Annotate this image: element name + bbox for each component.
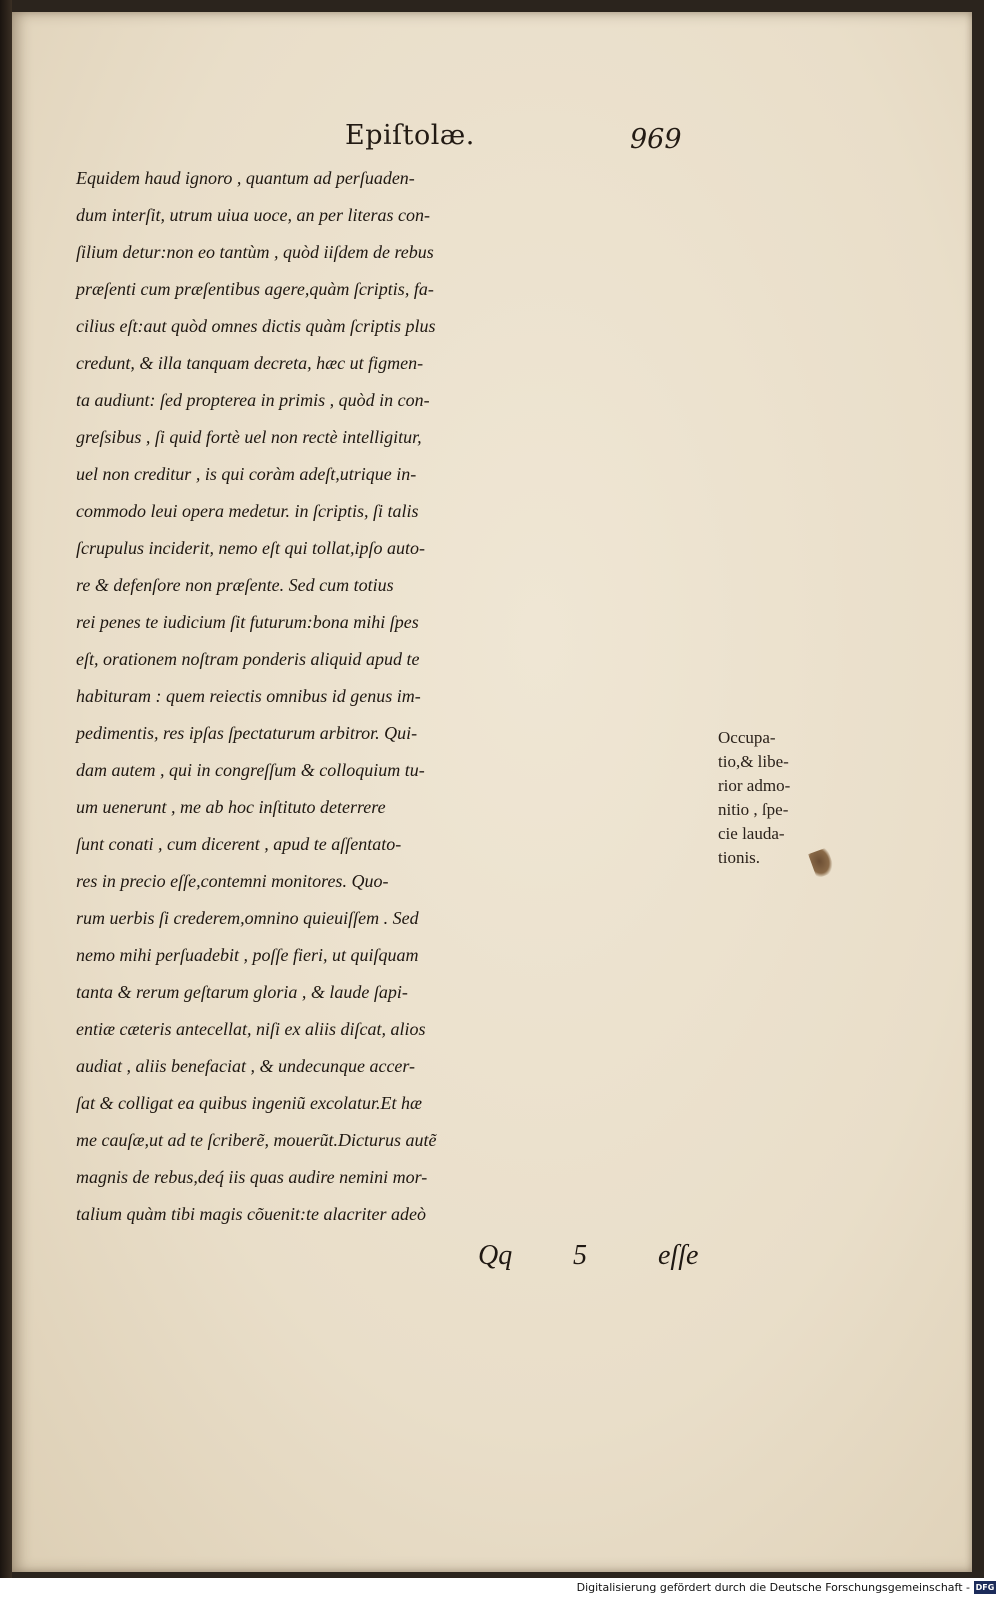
text-line: magnis de rebus,deq́ iis quas audire nemini mor- <box>76 1167 428 1187</box>
marginal-note-line: tionis. <box>718 848 761 867</box>
marginal-note-line: Occupa- <box>718 728 776 747</box>
signature-line <box>478 1240 718 1280</box>
text-line: entiæ cæteris antecellat, niſi ex aliis diſcat, alios <box>76 1019 426 1039</box>
marginal-note <box>718 726 838 870</box>
text-line: nemo mihi perſuadebit , poſſe fieri, ut quiſquam <box>76 945 419 965</box>
text-line: cilius eſt:aut quòd omnes dictis quàm ſcriptis plus <box>76 316 436 336</box>
text-line: dam autem , qui in congreſſum & colloquium tu- <box>76 760 425 780</box>
text-line: Equidem haud ignoro , quantum ad perſuaden- <box>76 168 415 188</box>
text-line: me cauſæ,ut ad te ſcriberẽ, mouerũt.Dicturus autẽ <box>76 1130 437 1150</box>
book-page <box>12 12 972 1572</box>
text-line: talium quàm tibi magis cõuenit:te alacriter adeò <box>76 1204 426 1224</box>
marginal-note-line: rior admo- <box>718 776 791 795</box>
marginal-note-line: cie lauda- <box>718 824 785 843</box>
book-spine <box>0 0 12 1578</box>
text-line: ſat & colligat ea quibus ingeniũ excolatur.Et hæ <box>76 1093 422 1113</box>
text-line: pedimentis, res ipſas ſpectaturum arbitror. Qui- <box>76 723 418 743</box>
text-line: ta audiunt: ſed propterea in primis , quòd in con- <box>76 390 430 410</box>
text-line: greſsibus , ſi quid fortè uel non rectè intelligitur, <box>76 427 422 447</box>
text-line: dum interſit, utrum uiua uoce, an per literas con- <box>76 205 430 225</box>
text-line: uel non creditur , is qui coràm adeſt,utrique in- <box>76 464 417 484</box>
text-line: rum uerbis ſi crederem,omnino quieuiſſem . Sed <box>76 908 419 928</box>
text-line: commodo leui opera medetur. in ſcriptis, ſi talis <box>76 501 419 521</box>
text-line: ſunt conati , cum dicerent , apud te aſſentato- <box>76 834 402 854</box>
text-line: eſt, orationem noſtram ponderis aliquid apud te <box>76 649 420 669</box>
text-line: res in precio eſſe,contemni monitores. Quo- <box>76 871 389 891</box>
text-line: um uenerunt , me ab hoc inſtituto deterrere <box>76 797 386 817</box>
running-head: Epiſtolæ. <box>345 120 475 151</box>
text-line: re & defenſore non præſente. Sed cum totius <box>76 575 394 595</box>
text-line: credunt, & illa tanquam decreta, hæc ut figmen- <box>76 353 424 373</box>
marginal-note-line: nitio , ſpe- <box>718 800 789 819</box>
text-line: ſcrupulus inciderit, nemo eſt qui tollat,ipſo auto- <box>76 538 425 558</box>
catchword: eſſe <box>658 1240 699 1271</box>
dfg-logo-icon: DFG <box>975 1583 995 1592</box>
text-line: ſilium detur:non eo tantùm , quòd iiſdem de rebus <box>76 242 434 262</box>
page-number: 969 <box>630 124 682 155</box>
signature-number: 5 <box>573 1240 587 1271</box>
signature-mark: Qq <box>478 1240 513 1271</box>
text-line: præſenti cum præſentibus agere,quàm ſcriptis, fa- <box>76 279 434 299</box>
text-line: habituram : quem reiectis omnibus id genus im- <box>76 686 421 706</box>
marginal-note-line: tio,& libe- <box>718 752 789 771</box>
text-line: tanta & rerum geſtarum gloria , & laude ſapi- <box>76 982 408 1002</box>
text-block <box>76 160 716 1233</box>
funding-credit: Digitalisierung gefördert durch die Deutsche Forschungsgemeinschaft - <box>576 1581 970 1594</box>
text-line: audiat , aliis benefaciat , & undecunque accer- <box>76 1056 416 1076</box>
text-line: rei penes te iudicium ſit futurum:bona mihi ſpes <box>76 612 419 632</box>
